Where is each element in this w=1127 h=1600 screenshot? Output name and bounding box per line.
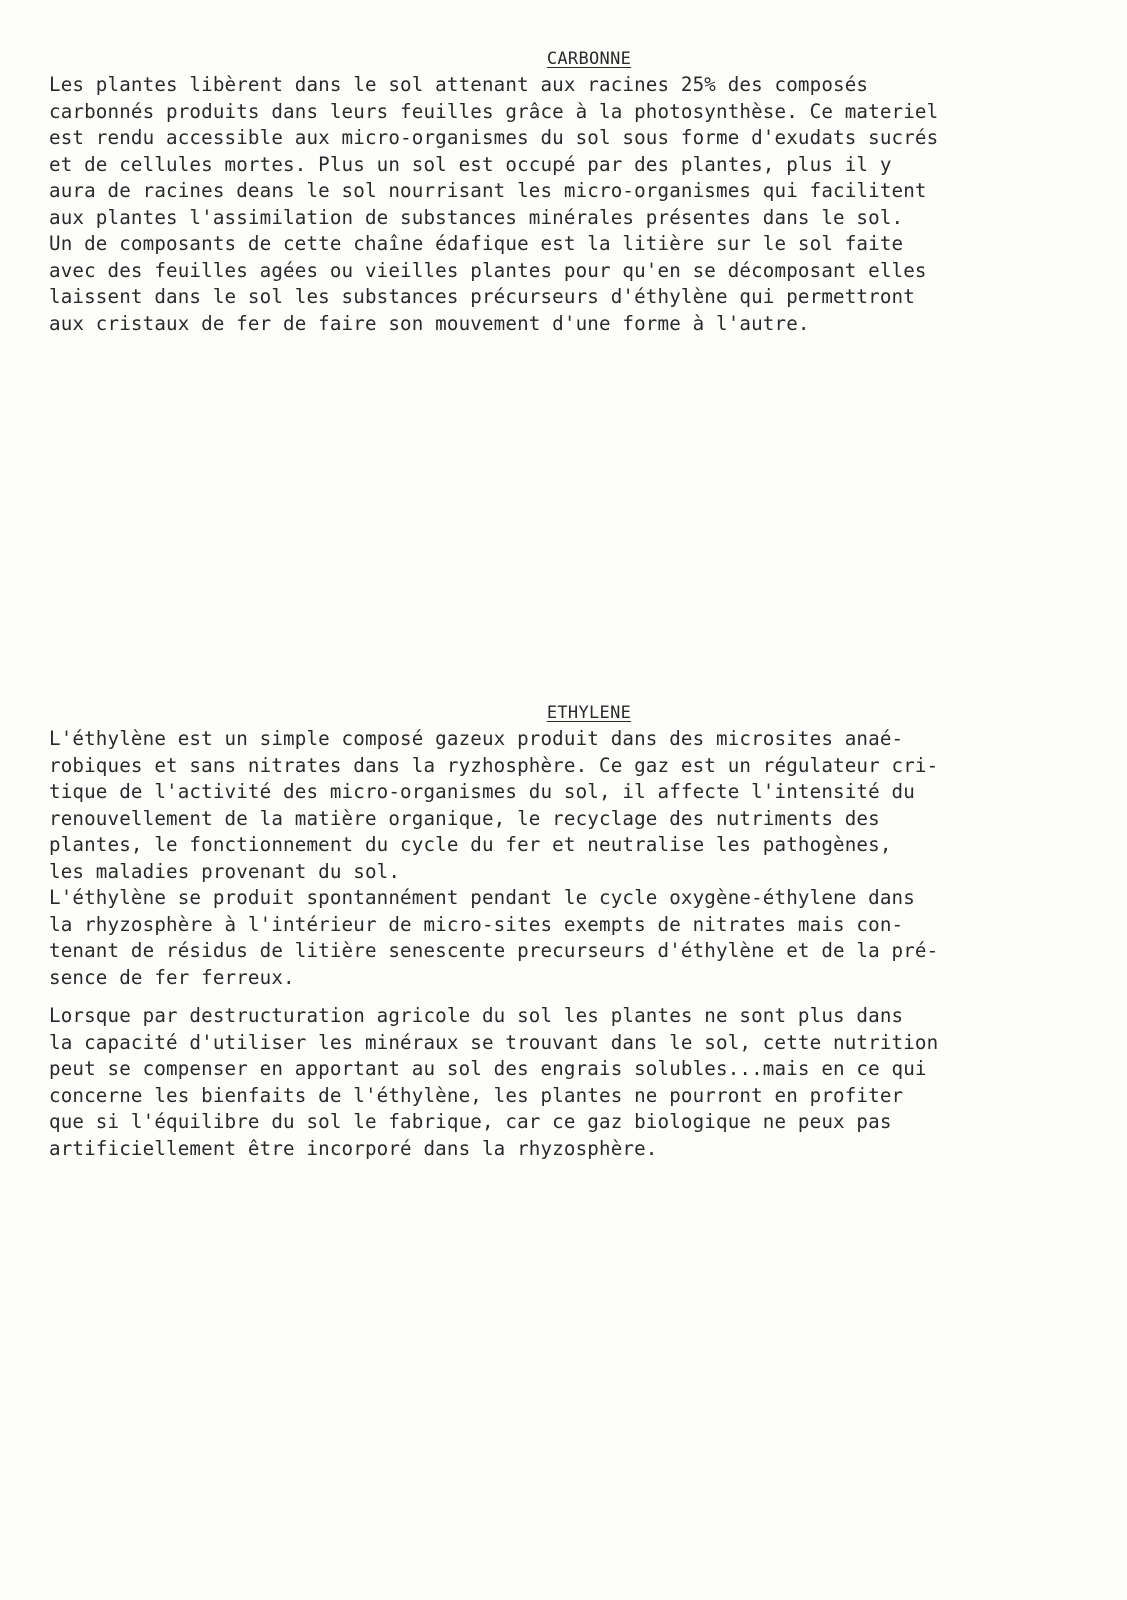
text-line: renouvellement de la matière organique, le recyclage des nutriments des: [49, 806, 880, 830]
text-line: Lorsque par destructuration agricole du sol les plantes ne sont plus dans: [49, 1004, 904, 1027]
text-line: la rhyzosphère à l'intérieur de micro-sites exempts de nitrates mais con-: [49, 912, 904, 936]
text-line: artificiellement être incorporé dans la rhyzosphère.: [49, 1136, 658, 1160]
text-line: tenant de résidus de litière senescente precurseurs d'éthylène et de la pré-: [49, 939, 939, 962]
text-line: aux cristaux de fer de faire son mouvement d'une forme à l'autre.: [49, 311, 810, 335]
paragraph: [49, 72, 1109, 337]
text-line: robiques et sans nitrates dans la ryzhosphère. Ce gaz est un régulateur cri-: [49, 753, 939, 777]
text-line: aux plantes l'assimilation de substances minérales présentes dans le sol.: [49, 205, 904, 229]
section-heading: CARBONNE: [546, 49, 632, 69]
text-line: peut se compenser en apportant au sol des engrais solubles...mais en ce qui: [49, 1057, 927, 1080]
paragraph: [49, 726, 1109, 991]
text-line: avec des feuilles agées ou vieilles plantes pour qu'en se décomposant elles: [49, 258, 927, 282]
text-line: tique de l'activité des micro-organismes du sol, il affecte l'intensité du: [49, 780, 915, 803]
text-line: Les plantes libèrent dans le sol attenant aux racines 25% des composés: [49, 73, 869, 96]
text-line: et de cellules mortes. Plus un sol est occupé par des plantes, plus il y: [49, 152, 892, 176]
paragraph-spacer: [49, 991, 1109, 1003]
section-ethylene: [49, 702, 1109, 1162]
paragraph: [49, 1003, 1109, 1162]
text-line: laissent dans le sol les substances précurseurs d'éthylène qui permettront: [49, 285, 915, 308]
text-line: est rendu accessible aux micro-organismes du sol sous forme d'exudats sucrés: [49, 126, 939, 149]
text-line: aura de racines deans le sol nourrisant les micro-organismes qui facilitent: [49, 179, 927, 202]
text-line: concerne les bienfaits de l'éthylène, les plantes ne pourront en profiter: [49, 1083, 904, 1107]
text-line: sence de fer ferreux.: [49, 965, 295, 989]
text-line: L'éthylène est un simple composé gazeux produit dans des microsites anaé-: [49, 727, 904, 750]
section-carbonne: [49, 48, 1109, 337]
section-heading: ETHYLENE: [546, 703, 632, 723]
text-line: carbonnés produits dans leurs feuilles grâce à la photosynthèse. Ce materiel: [49, 99, 939, 123]
text-line: que si l'équilibre du sol le fabrique, car ce gaz biologique ne peux pas: [49, 1110, 892, 1133]
text-line: les maladies provenant du sol.: [49, 859, 401, 883]
text-line: la capacité d'utiliser les minéraux se trouvant dans le sol, cette nutrition: [49, 1030, 939, 1054]
text-line: plantes, le fonctionnement du cycle du fer et neutralise les pathogènes,: [49, 833, 892, 856]
text-line: L'éthylène se produit spontannément pendant le cycle oxygène-éthylene dans: [49, 886, 915, 909]
text-line: Un de composants de cette chaîne édafique est la litière sur le sol faite: [49, 232, 904, 255]
